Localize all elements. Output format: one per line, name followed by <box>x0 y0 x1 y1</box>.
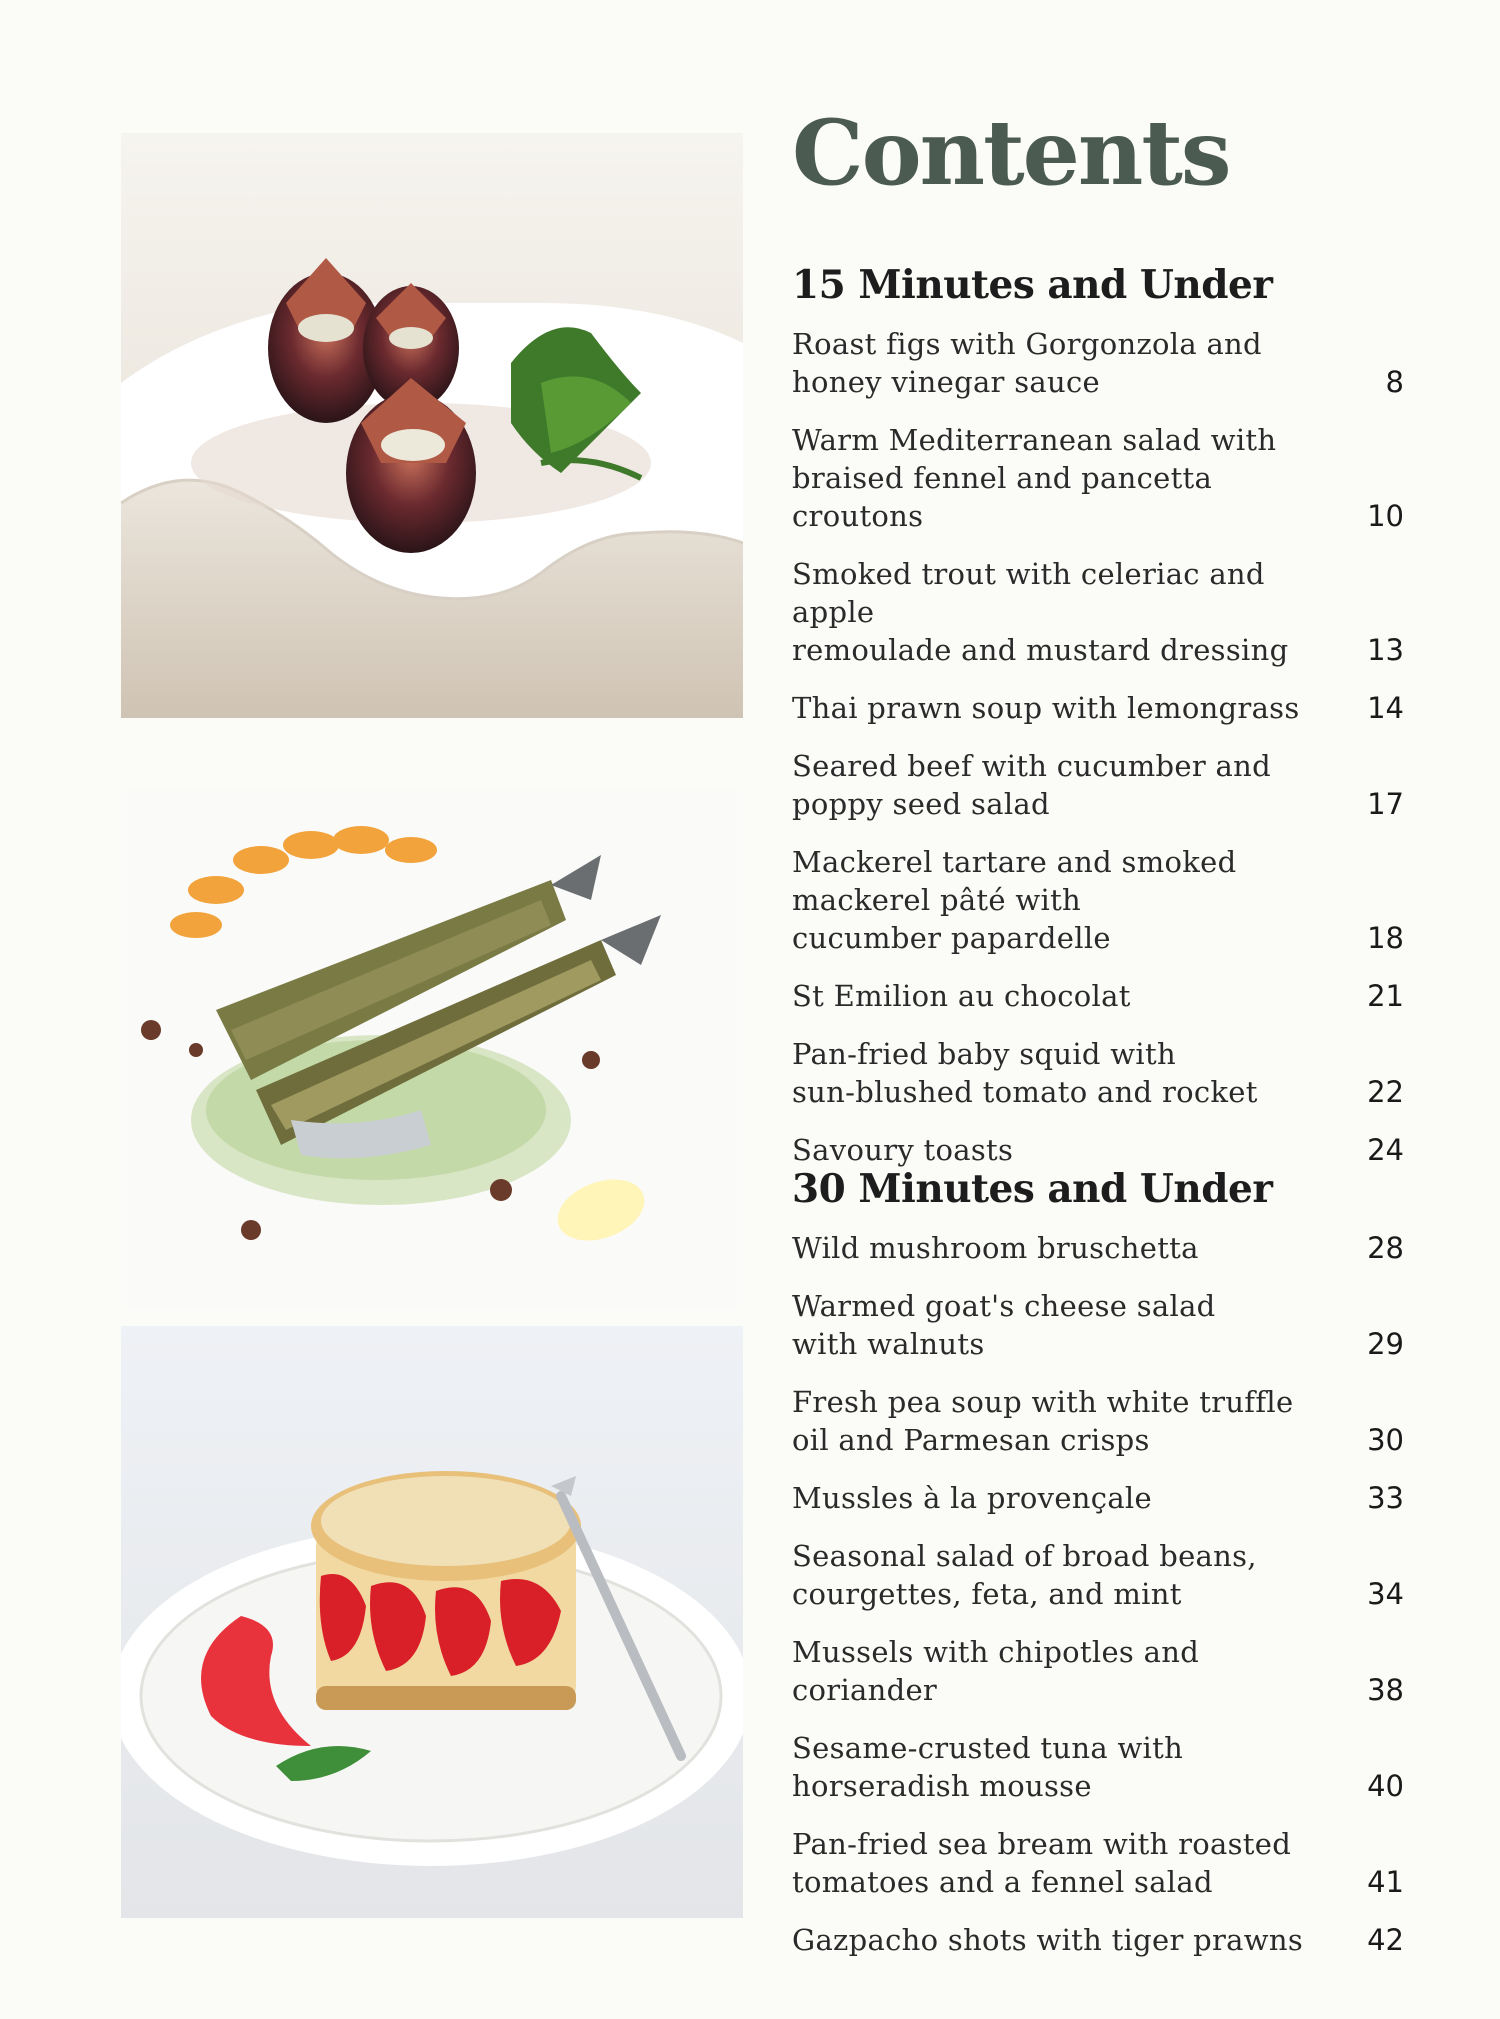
figs-illustration <box>121 133 743 718</box>
toc-list <box>792 325 1404 1169</box>
toc-item[interactable] <box>792 1921 1404 1959</box>
toc-item-page: 29 <box>1367 1326 1404 1361</box>
mackerel-illustration <box>121 790 743 1310</box>
toc-item-page: 18 <box>1367 920 1404 955</box>
toc-item-page: 28 <box>1367 1230 1404 1265</box>
toc-item-title: Warmed goat's cheese salad with walnuts <box>792 1288 1216 1361</box>
toc-item[interactable] <box>792 1537 1404 1613</box>
section-15-minutes <box>792 262 1404 1189</box>
toc-item-title: Sesame-crusted tuna with horseradish mousse <box>792 1730 1184 1803</box>
toc-item-page: 13 <box>1367 632 1404 667</box>
toc-item[interactable] <box>792 689 1404 727</box>
toc-item-title: Roast figs with Gorgonzola and honey vinegar sauce <box>792 326 1262 399</box>
toc-item-title: Mackerel tartare and smoked mackerel pâté with cucumber papardelle <box>792 844 1237 955</box>
toc-item[interactable] <box>792 421 1404 535</box>
toc-item-title: Wild mushroom bruschetta <box>792 1230 1199 1265</box>
section-heading: 30 Minutes and Under <box>792 1166 1273 1212</box>
strawberry-dessert-photo <box>121 1326 743 1918</box>
toc-item[interactable] <box>792 1035 1404 1111</box>
toc-item-title: Mussels with chipotles and coriander <box>792 1634 1200 1707</box>
strawberry-dessert-illustration <box>121 1326 743 1918</box>
toc-item-title: Pan-fried baby squid with sun-blushed tomato and rocket <box>792 1036 1258 1109</box>
toc-item[interactable] <box>792 843 1404 957</box>
toc-item-page: 33 <box>1367 1480 1404 1515</box>
toc-item[interactable] <box>792 1729 1404 1805</box>
toc-item[interactable] <box>792 1383 1404 1459</box>
toc-item-page: 14 <box>1367 690 1404 725</box>
toc-item-title: Gazpacho shots with tiger prawns <box>792 1922 1304 1957</box>
toc-item-page: 34 <box>1367 1576 1404 1611</box>
toc-item-title: Thai prawn soup with lemongrass <box>792 690 1300 725</box>
toc-item-page: 10 <box>1367 498 1404 533</box>
toc-item-page: 22 <box>1367 1074 1404 1109</box>
toc-item-page: 30 <box>1367 1422 1404 1457</box>
toc-item-page: 40 <box>1367 1768 1404 1803</box>
figs-gorgonzola-photo <box>121 133 743 718</box>
toc-item-title: Pan-fried sea bream with roasted tomatoes and a fennel salad <box>792 1826 1292 1899</box>
section-30-minutes <box>792 1166 1404 1979</box>
toc-list <box>792 1229 1404 1959</box>
toc-item-page: 42 <box>1367 1922 1404 1957</box>
toc-item-page: 21 <box>1367 978 1404 1013</box>
toc-item-title: Fresh pea soup with white truffle oil and Parmesan crisps <box>792 1384 1294 1457</box>
toc-item[interactable] <box>792 1633 1404 1709</box>
toc-item-title: Warm Mediterranean salad with braised fennel and pancetta croutons <box>792 422 1277 533</box>
toc-item-page: 24 <box>1367 1132 1404 1167</box>
toc-item[interactable] <box>792 747 1404 823</box>
mackerel-tartare-photo <box>121 790 743 1310</box>
page-title: Contents <box>792 100 1230 206</box>
toc-item[interactable] <box>792 1287 1404 1363</box>
toc-item-page: 17 <box>1367 786 1404 821</box>
toc-item[interactable] <box>792 555 1404 669</box>
toc-item[interactable] <box>792 1131 1404 1169</box>
toc-item-title: St Emilion au chocolat <box>792 978 1131 1013</box>
toc-item-page: 38 <box>1367 1672 1404 1707</box>
toc-item-title: Mussles à la provençale <box>792 1480 1152 1515</box>
toc-item[interactable] <box>792 1479 1404 1517</box>
toc-item[interactable] <box>792 1825 1404 1901</box>
toc-item-title: Smoked trout with celeriac and apple remoulade and mustard dressing <box>792 556 1289 667</box>
toc-item[interactable] <box>792 1229 1404 1267</box>
toc-item-page: 8 <box>1385 364 1404 399</box>
toc-item-title: Seared beef with cucumber and poppy seed salad <box>792 748 1271 821</box>
toc-item-page: 41 <box>1367 1864 1404 1899</box>
toc-item[interactable] <box>792 325 1404 401</box>
toc-item-title: Seasonal salad of broad beans, courgettes, feta, and mint <box>792 1538 1257 1611</box>
section-heading: 15 Minutes and Under <box>792 262 1273 308</box>
toc-item-title: Savoury toasts <box>792 1132 1014 1167</box>
toc-item[interactable] <box>792 977 1404 1015</box>
